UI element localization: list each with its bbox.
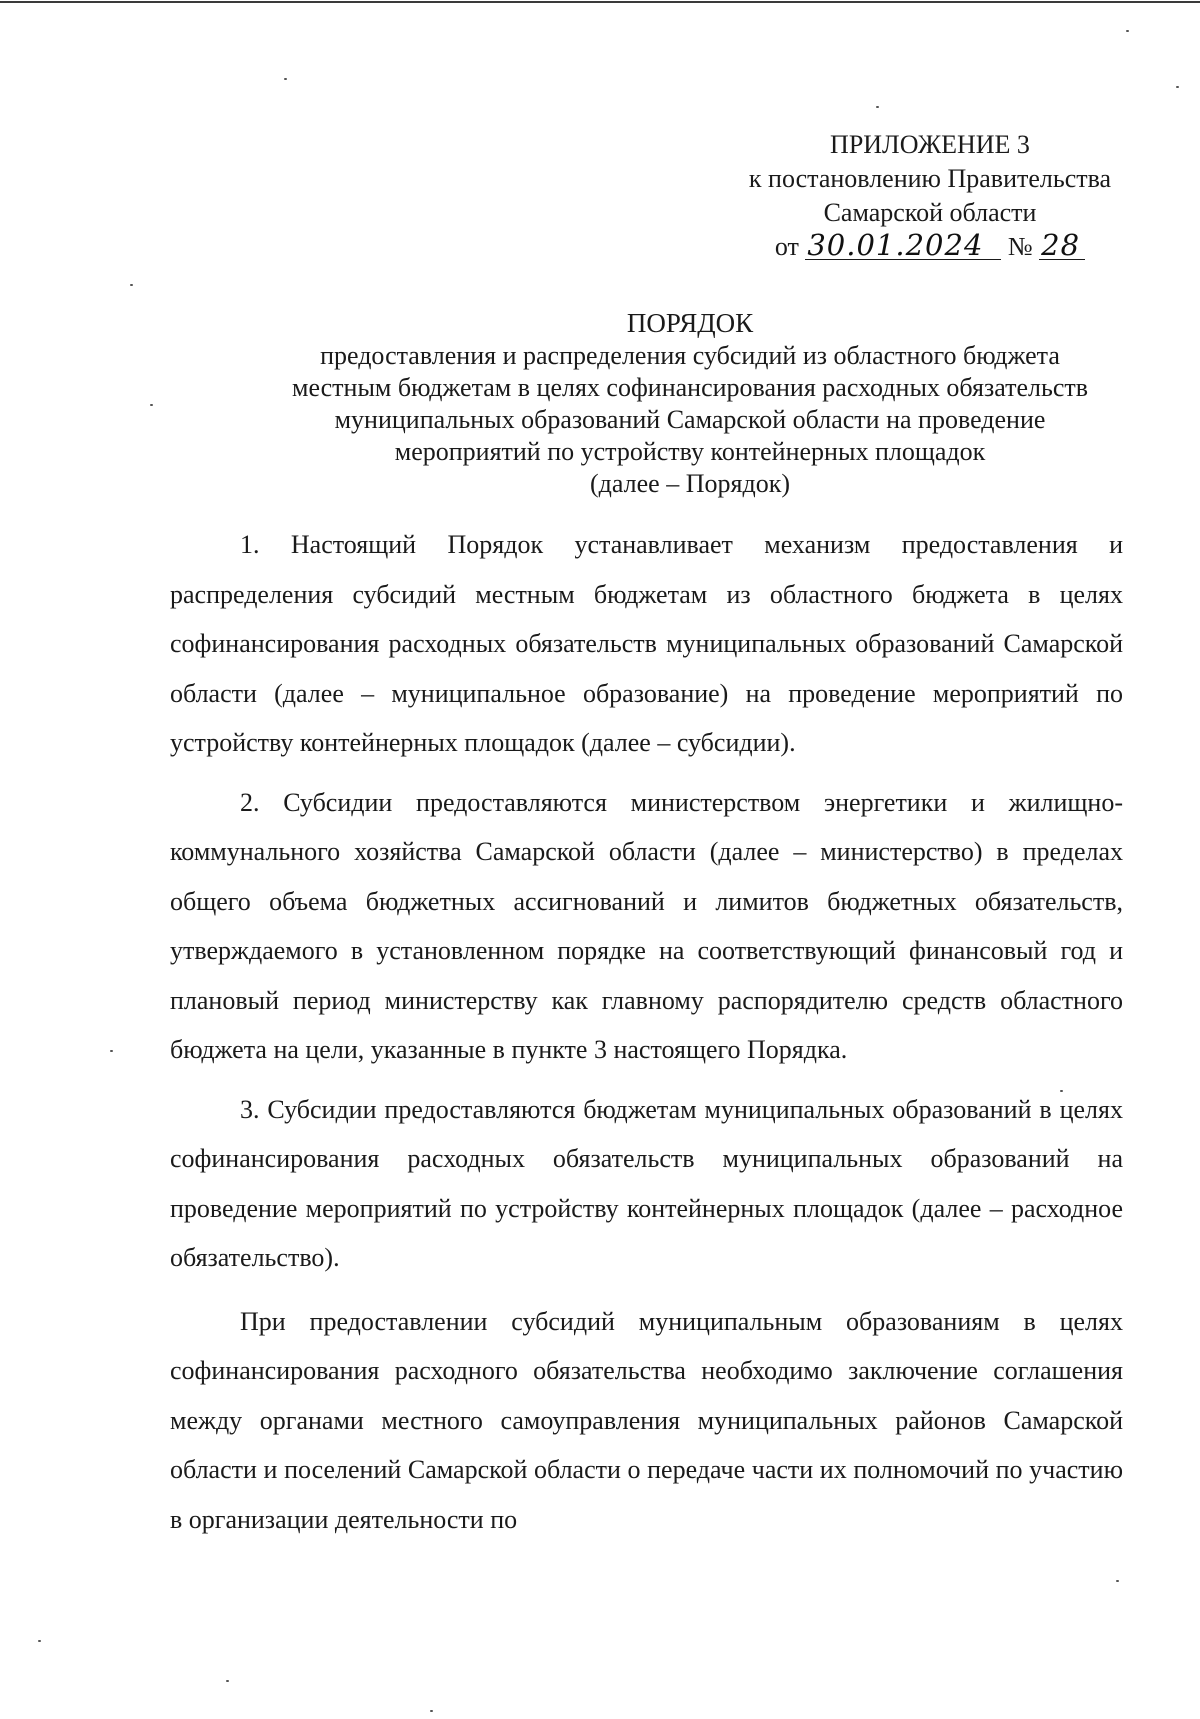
scan-speck [1060,1090,1063,1092]
scan-speck [1126,30,1129,32]
scan-speck [284,78,287,80]
scan-speck [110,1050,113,1052]
date-prefix: от [774,232,799,261]
appendix-title: ПРИЛОЖЕНИЕ 3 [830,130,1030,159]
scan-speck [1176,86,1179,88]
subtitle-line: местным бюджетам в целях софинансирования расходных обязательств [291,373,1089,402]
scan-speck [430,1710,433,1712]
scan-speck [130,284,133,286]
paragraph-1: 1. Настоящий Порядок устанавливает механизм предоставления и распределения субсидий местным бюджетам из областного бюджета в целях софинансирования расходных обязательств муниципальных образований Самарской области (далее – муниципальное образование) на проведение мероприятий по устройству контейнерных площадок (далее – субсидии). [170,530,1123,757]
scan-speck [1116,1580,1119,1582]
subtitle-line: муниципальных образований Самарской области на проведение [334,405,1046,434]
paragraph-2: 2. Субсидии предоставляются министерством энергетики и жилищно-коммунального хозяйства Самарской области (далее – министерство) в пределах общего объема бюджетных ассигнований и лимитов бюджетных обязательств, утверждаемого в установленном порядке на соответствующий финансовый год и плановый период министерству как главному распорядителю средств областного бюджета на цели, указанные в пункте 3 настоящего Порядка. [170,787,1123,1064]
paragraph-4: При предоставлении субсидий муниципальным образованиям в целях софинансирования расходного обязательства необходимо заключение соглашения между органами местного самоуправления муниципальных районов Самарской области и поселений Самарской области о передаче части их полномочий по участию в организации деятельности по [170,1306,1123,1534]
paragraph-3: 3. Субсидии предоставляются бюджетам муниципальных образований в целях софинансирования расходных обязательств муниципальных образований на проведение мероприятий по устройству контейнерных площадок (далее – расходное обязательство). [170,1094,1123,1272]
subtitle-line: (далее – Порядок) [590,469,790,498]
appendix-header [720,128,1140,264]
document-heading [150,306,1200,500]
scan-speck [150,404,153,406]
handwritten-number: 28 [1039,231,1085,260]
scan-speck [226,1680,229,1682]
appendix-resolution-line: к постановлению Правительства [748,164,1112,193]
scan-top-edge [0,1,1200,3]
scan-speck [38,1640,41,1642]
subtitle-line: мероприятий по устройству контейнерных площадок [394,437,986,466]
subtitle-line: предоставления и распределения субсидий из областного бюджета [320,341,1060,370]
number-prefix: № [1007,232,1033,261]
appendix-region-line: Самарской области [823,198,1037,227]
handwritten-date: 30.01.2024 [805,231,1001,260]
scan-speck [876,106,879,108]
document-title: ПОРЯДОК [626,308,754,338]
appendix-date-number-line [720,230,1140,264]
document-body [170,520,1123,1544]
